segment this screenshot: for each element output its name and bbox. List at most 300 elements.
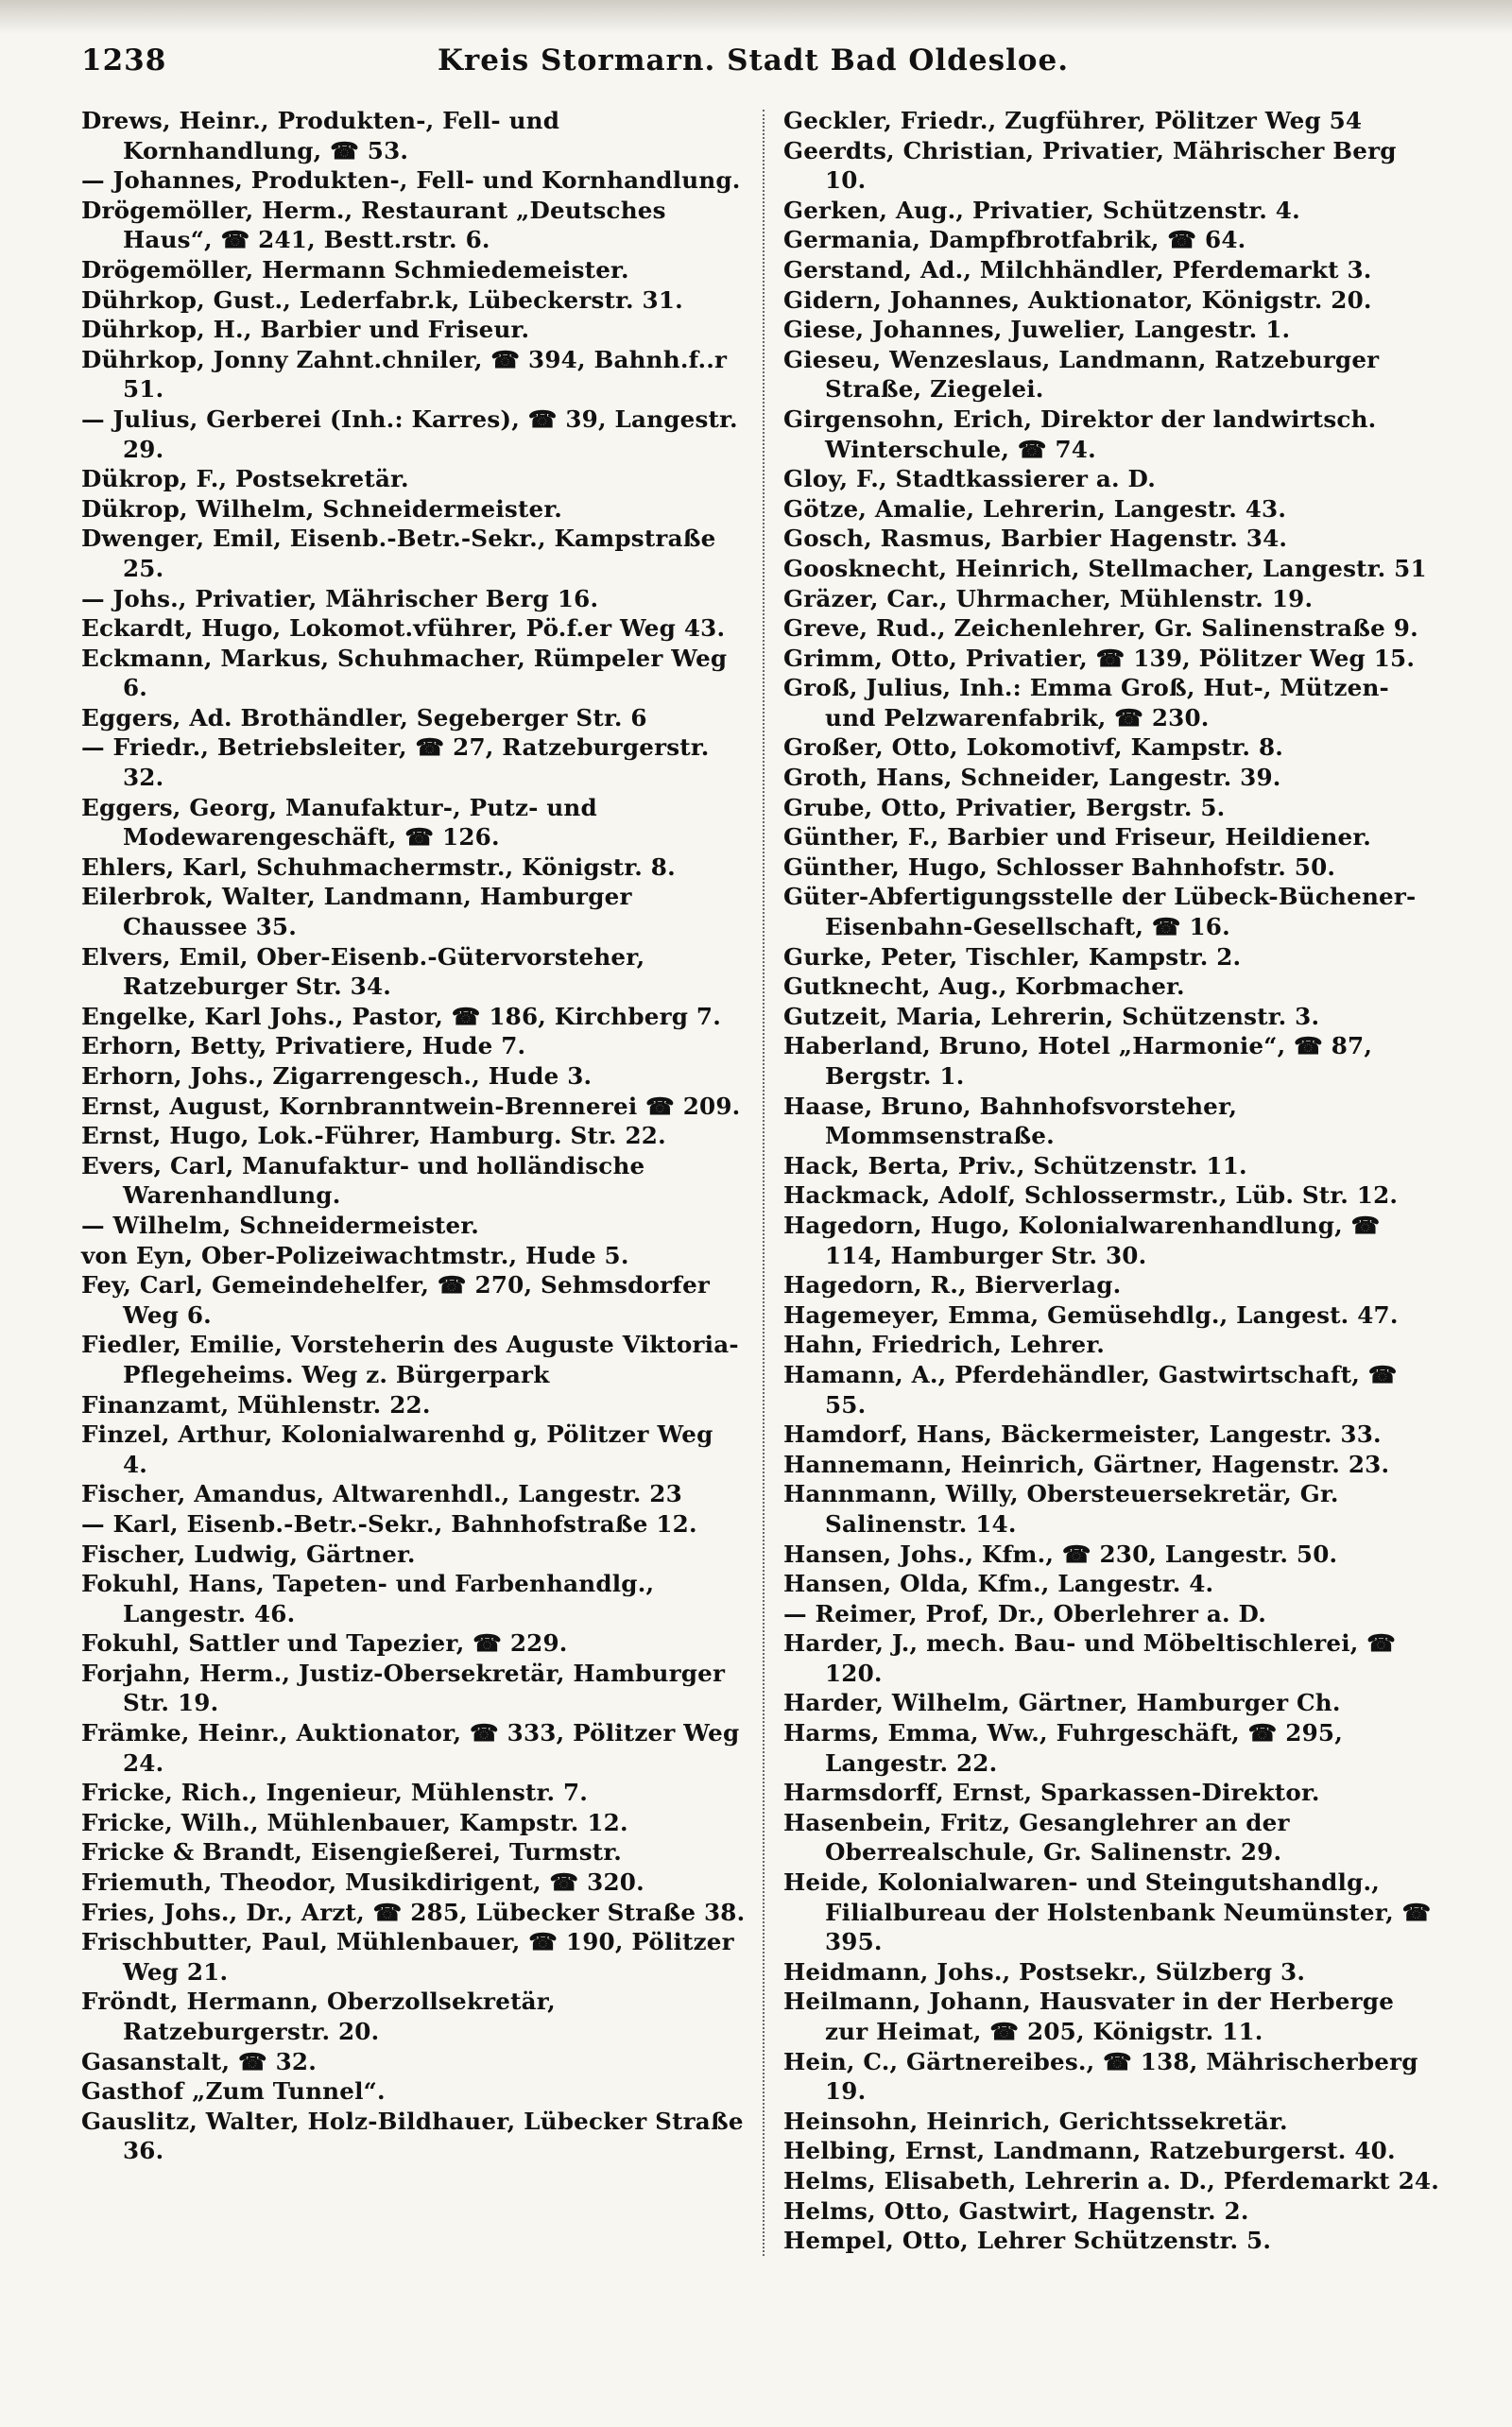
directory-entry [81,524,746,583]
entry-name: Finzel, [81,1420,170,1449]
entry-details: Ober-Polizeiwachtmstr., Hude 5. [193,1241,629,1269]
entry-details: F., Stadtkassierer a. D. [848,465,1156,493]
directory-entry [783,732,1444,763]
entry-name: Haberland, [783,1032,931,1060]
directory-entry [81,1540,746,1570]
entry-details: Theodor, Musikdirigent, ☎ 320. [212,1868,644,1897]
directory-entry [783,464,1444,494]
page-number: 1238 [81,43,167,77]
directory-entry [81,1718,746,1778]
entry-name: Gasthof [81,2077,184,2106]
entry-name: Günther, [783,852,900,881]
entry-details: Wilhelm, Schneidermeister. [187,494,563,523]
entry-name: Güter-Abfertigungsstelle [783,883,1114,911]
entry-details: Amandus, Altwarenhdl., Langestr. 23 [185,1480,682,1508]
directory-entry [783,1300,1444,1331]
entry-details: Amalie, Lehrerin, Langestr. 43. [867,494,1287,523]
entry-name: Fricke & Brandt, [81,1838,303,1867]
directory-entry [783,1450,1444,1480]
entry-details: Carl, Manufaktur- und holländische Warenhandlung. [123,1151,645,1210]
entry-name: Grube, [783,793,873,821]
entry-details: F., Postsekretär. [187,465,409,493]
directory-entry [783,1420,1444,1450]
entry-name: Heidmann, [783,1957,929,1986]
directory-entry [81,1330,746,1389]
entry-name: Gräzer, [783,584,879,612]
entry-details: Georg, Manufaktur-, Putz- und Modewarengeschäft, ☎ 126. [123,793,597,852]
entry-details: „Zum Tunnel“. [183,2077,386,2106]
entry-name: Finanzamt, [81,1390,230,1419]
directory-entry [783,524,1444,554]
directory-entry [81,196,746,255]
entry-details: Bruno, Hotel „Harmonie“, ☎ 87, Bergstr. 1. [825,1032,1373,1090]
entry-details: H., Barbier und Friseur. [204,316,530,344]
entry-details: Car., Uhrmacher, Mühlenstr. 19. [878,584,1314,612]
running-head: Kreis Stormarn. Stadt Bad Oldesloe. [437,43,1070,77]
entry-details: Emma, Ww., Fuhrgeschäft, ☎ 295, Langestr. 22. [825,1719,1343,1777]
entry-name: Harms, [783,1719,880,1747]
entry-name: von Eyn, [81,1241,194,1269]
directory-entry [81,2047,746,2077]
directory-entry [81,1837,746,1868]
entry-name: Fries, [81,1898,156,1926]
entry-name: Gutzeit, [783,1002,888,1030]
entry-name: Dwenger, [81,525,205,553]
directory-entry [783,2107,1444,2137]
entry-name: — [81,404,105,433]
directory-entry [81,1927,746,1987]
entry-details: Wilhelm, Gärtner, Hamburger Ch. [884,1689,1341,1717]
entry-details: Johann, Hausvater in der Herberge zur Heimat, ☎ 205, Königstr. 11. [825,1988,1395,2045]
entry-name: Hagedorn, [783,1271,922,1300]
entry-name: Dükrop, [81,494,188,523]
entry-name: Fokuhl, [81,1629,180,1658]
left-column [81,106,763,2256]
directory-entry [783,1628,1444,1688]
entry-details: Rich., Ingenieur, Mühlenstr. 7. [172,1779,589,1807]
entry-details: Otto, Lokomotivf, Kampstr. 8. [883,733,1284,762]
directory-entry [783,345,1444,404]
entry-details: der Lübeck-Büchener-Eisenbahn-Gesellschaft, ☎ 16. [825,883,1417,941]
entry-details: Ernst, Sparkassen-Direktor. [943,1779,1320,1807]
page-header [81,43,1444,96]
entry-name: Gutknecht, [783,973,931,1001]
entry-name: Hahn, [783,1331,864,1359]
directory-entry [783,822,1444,852]
directory-entry [783,1002,1444,1032]
directory-entry [81,1898,746,1928]
directory-entry [783,1211,1444,1270]
directory-entry [81,1420,746,1479]
directory-entry [81,1390,746,1420]
entry-details: Otto, Lehrer Schützenstr. 5. [894,2227,1272,2255]
directory-entry [783,285,1444,316]
directory-entry [81,1031,746,1061]
directory-entry [81,1868,746,1898]
entry-name: Geerdts, [783,136,895,164]
directory-entry [81,1808,746,1838]
entry-details: Berta, Priv., Schützenstr. 11. [859,1151,1247,1179]
entry-details: Gust., Lederfabr.k, Lübeckerstr. 31. [204,285,683,314]
directory-entry [783,404,1444,464]
entry-details: Wenzeslaus, Landmann, Ratzeburger Straße, Ziegelei. [825,345,1380,404]
entry-name: — [81,1211,105,1239]
directory-entry [783,1688,1444,1718]
directory-entry [81,1151,746,1211]
entry-details: Paul, Mühlenbauer, ☎ 190, Pölitzer Weg 21. [123,1928,734,1986]
entry-name: Goosknecht, [783,554,948,582]
entry-name: Erhorn, [81,1032,182,1060]
entry-name: Heilmann, [783,1988,921,2016]
directory-entry [783,1180,1444,1211]
entry-details: Aug., Privatier, Schützenstr. 4. [887,196,1300,224]
entry-name: Erhorn, [81,1062,182,1090]
directory-entry [81,613,746,644]
entry-details: August, Kornbranntwein-Brennerei ☎ 209. [161,1092,741,1120]
entry-details: Hans, Tapeten- und Farbenhandlg., Langestr. 46. [123,1570,655,1627]
directory-entry [783,106,1444,136]
entry-name: Dükrop, [81,465,188,493]
directory-entry [783,255,1444,285]
entry-name: Fiedler, [81,1331,181,1359]
entry-details: Carl, Gemeindehelfer, ☎ 270, Sehmsdorfer Weg 6. [123,1271,711,1329]
directory-entry [783,196,1444,226]
entry-name: Fischer, [81,1480,186,1508]
entry-name: Harmsdorff, [783,1779,944,1807]
entry-name: Eggers, [81,793,181,821]
entry-details: Otto, Gastwirt, Hagenstr. 2. [875,2196,1249,2225]
entry-name: Groß, [783,674,858,702]
entry-name: Götze, [783,494,868,523]
directory-entry [783,2166,1444,2196]
entry-details: Hugo, Schlosser Bahnhofstr. 50. [899,852,1336,881]
entry-name: Friemuth, [81,1868,213,1897]
entry-name: Eckardt, [81,614,194,643]
entry-name: Ernst, [81,1092,162,1120]
directory-entry [81,2107,746,2166]
directory-entry [783,2226,1444,2256]
entry-name: Haase, [783,1092,873,1120]
entry-name: — [81,733,105,762]
entry-details: Johannes, Auktionator, Königstr. 20. [882,285,1372,314]
entry-name: Greve, [783,614,868,643]
directory-entry [81,1628,746,1659]
entry-details: Walter, Holz-Bildhauer, Lübecker Straße 36. [123,2107,744,2165]
entry-details: Friedr., Zugführer, Pölitzer Weg 54 [892,107,1363,134]
entry-details: Mühlenstr. 22. [229,1390,431,1419]
directory-entry [783,763,1444,793]
entry-name: — [81,166,105,195]
entry-details: Ernst, Landmann, Ratzeburgerst. 40. [897,2137,1396,2165]
entry-details: Herm., Restaurant „Deutsches Haus“, ☎ 241, Bestt.rstr. 6. [123,196,666,254]
directory-entry [783,225,1444,255]
entry-details: Karl Johs., Pastor, ☎ 186, Kirchberg 7. [196,1002,721,1030]
directory-entry [783,1569,1444,1599]
entry-details: Ad. Brothändler, Segeberger Str. 6 [180,703,647,732]
entry-details: Ad., Milchhändler, Pferdemarkt 3. [912,255,1372,284]
directory-entry [81,1121,746,1151]
entry-name: Eggers, [81,703,181,732]
entry-name: Helbing, [783,2137,898,2165]
directory-entry [783,315,1444,345]
directory-entry [81,1241,746,1271]
entry-name: Hannmann, [783,1480,938,1508]
directory-entry [81,1479,746,1509]
entry-details: Johs., Zigarrengesch., Hude 3. [181,1062,593,1090]
entry-details: Julius, Inh.: Emma Groß, Hut-, Mützen- und Pelzwarenfabrik, ☎ 230. [825,674,1389,732]
entry-name: Gloy, [783,465,849,493]
entry-details: Herm., Justiz-Obersekretär, Hamburger Str. 19. [123,1659,726,1717]
directory-entry [783,1479,1444,1539]
directory-entry [81,852,746,883]
entry-details: Bruno, Bahnhofsvorsteher, Mommsenstraße. [825,1092,1238,1150]
directory-columns [81,106,1444,2256]
entry-details: Hugo, Lok.-Führer, Hamburg. Str. 22. [161,1122,666,1150]
column-divider [763,110,765,2256]
entry-name: Hansen, [783,1570,892,1598]
entry-details: Maria, Lehrerin, Schützenstr. 3. [887,1002,1320,1030]
entry-details: Dampfbrotfabrik, ☎ 64. [920,226,1246,254]
entry-details: Emilie, Vorsteherin des Auguste Viktoria-Pflegeheims. Weg z. Bürgerpark [123,1331,739,1388]
entry-name: Helms, [783,2166,876,2195]
directory-entry [81,1270,746,1330]
entry-details: Emil, Eisenb.-Betr.-Sekr., Kampstraße 25. [123,525,716,582]
directory-entry [783,613,1444,644]
entry-name: Gerstand, [783,255,913,284]
entry-name: Eckmann, [81,644,213,672]
entry-name: Fey, [81,1271,132,1300]
entry-name: Dührkop, [81,285,205,314]
entry-details: C., Gärtnereibes., ☎ 138, Mährischerberg 19. [825,2047,1418,2106]
entry-details: ☎ 32. [230,2047,317,2075]
right-column [763,106,1444,2256]
directory-entry [81,494,746,525]
entry-details: Elisabeth, Lehrerin a. D., Pferdemarkt 24. [875,2166,1439,2195]
directory-entry [81,106,746,165]
directory-entry [81,793,746,852]
entry-details: Johs., Dr., Arzt, ☎ 285, Lübecker Straße 38. [155,1898,746,1926]
entry-details: Heinrich, Gerichtssekretär. [918,2107,1288,2135]
entry-name: Harder, [783,1629,885,1658]
directory-entry [81,285,746,316]
entry-name: Hamann, [783,1360,903,1388]
entry-name: Geckler, [783,107,892,134]
entry-name: Drews, [81,107,171,134]
entry-details: Julius, Gerberei (Inh.: Karres), ☎ 39, Langestr. 29. [104,404,738,463]
directory-entry [81,1659,746,1718]
entry-name: Dührkop, [81,345,205,373]
directory-entry [783,1330,1444,1360]
entry-name: Hagemeyer, [783,1300,940,1329]
entry-name: Gieseu, [783,345,882,373]
entry-details: Walter, Landmann, Hamburger Chaussee 35. [123,883,632,941]
entry-details: A., Pferdehändler, Gastwirtschaft, ☎ 55. [825,1360,1398,1419]
entry-details: Erich, Direktor der landwirtsch. Winterschule, ☎ 74. [825,404,1377,463]
entry-name: Grimm, [783,644,884,672]
directory-entry [81,1092,746,1122]
entry-details: Eisengießerei, Turmstr. [302,1838,622,1867]
directory-entry [81,1569,746,1628]
entry-details: Johs., Postsekr., Sülzberg 3. [928,1957,1306,1986]
entry-name: Hamdorf, [783,1420,908,1449]
directory-entry [783,673,1444,732]
entry-details: Wilh., Mühlenbauer, Kampstr. 12. [172,1808,628,1836]
entry-details: Otto, Privatier, ☎ 139, Pölitzer Weg 15. [883,644,1416,672]
directory-entry [783,852,1444,883]
directory-entry [783,584,1444,614]
directory-entry [783,554,1444,584]
entry-details: Kolonialwaren- und Steingutshandlg., Filialbureau der Holstenbank Neumünster, ☎ 395. [825,1868,1432,1956]
entry-name: Helms, [783,2196,876,2225]
entry-name: Gidern, [783,285,882,314]
directory-entry [81,1987,746,2046]
entry-name: Germania, [783,226,921,254]
directory-entry [783,942,1444,973]
directory-entry [81,315,746,345]
entry-details: Christian, Privatier, Mährischer Berg 10. [825,136,1397,195]
directory-entry [783,1868,1444,1957]
directory-entry [81,404,746,464]
entry-details: Ludwig, Gärtner. [185,1540,416,1568]
entry-details: Betty, Privatiere, Hude 7. [181,1032,526,1060]
entry-name: Eilerbrok, [81,883,215,911]
entry-name: Hein, [783,2047,855,2075]
directory-entry [783,644,1444,674]
entry-details: Emil, Ober-Eisenb.-Gütervorsteher, Ratzeburger Str. 34. [123,942,645,1001]
directory-entry [783,1778,1444,1808]
entry-details: Peter, Tischler, Kampstr. 2. [872,942,1242,971]
entry-details: Fritz, Gesanglehrer an der Oberrealschule, Gr. Salinenstr. 29. [825,1808,1290,1867]
entry-name: Frischbutter, [81,1928,253,1956]
directory-entry [783,2047,1444,2107]
entry-details: Hans, Bäckermeister, Langestr. 33. [907,1420,1382,1449]
directory-entry [81,1211,746,1241]
entry-name: Drögemöller, [81,196,254,224]
entry-name: Girgensohn, [783,404,945,433]
directory-entry [783,2136,1444,2166]
entry-name: Hack, [783,1151,860,1179]
entry-details: Friedrich, Lehrer. [863,1331,1106,1359]
directory-entry [783,136,1444,196]
entry-name: Hasenbein, [783,1808,933,1836]
directory-entry [783,972,1444,1002]
entry-name: Gauslitz, [81,2107,198,2135]
entry-details: F., Barbier und Friseur, Heildiener. [899,823,1372,852]
entry-details: Karl, Schuhmachermstr., Königstr. 8. [174,852,676,881]
entry-name: Drögemöller, [81,255,254,284]
entry-details: J., mech. Bau- und Möbeltischlerei, ☎ 120. [825,1629,1397,1687]
directory-entry [783,793,1444,823]
directory-entry [81,345,746,404]
entry-details: Wilhelm, Schneidermeister. [104,1211,480,1239]
directory-entry [81,2076,746,2107]
entry-details: Emma, Gemüsehdlg., Langest. 47. [939,1300,1399,1329]
entry-name: Fricke, [81,1779,173,1807]
entry-name: — [81,1509,105,1538]
entry-details: Reimer, Prof, Dr., Oberlehrer a. D. [806,1599,1266,1627]
entry-details: Heinr., Produkten-, Fell- und Kornhandlung, ☎ 53. [123,107,560,164]
entry-details: R., Bierverlag. [921,1271,1122,1300]
directory-entry [81,942,746,1002]
entry-name: — [783,1599,807,1627]
entry-details: Friedr., Betriebsleiter, ☎ 27, Ratzeburgerstr. 32. [104,733,710,792]
directory-entry [783,494,1444,525]
entry-name: Günther, [783,823,900,852]
entry-details: Willy, Obersteuersekretär, Gr. Salinenstr. 14. [825,1480,1339,1538]
entry-name: Engelke, [81,1002,197,1030]
entry-details: Heinrich, Stellmacher, Langestr. 51 [947,554,1427,582]
entry-details: Adolf, Schlossermstr., Lüb. Str. 12. [930,1181,1399,1210]
entry-details: Hermann, Oberzollsekretär, Ratzeburgerstr. 20. [123,1988,556,2045]
entry-details: Rud., Zeichenlehrer, Gr. Salinenstraße 9. [868,614,1418,643]
entry-details: Hans, Schneider, Langestr. 39. [868,764,1281,792]
directory-entry [783,1599,1444,1629]
entry-name: Fischer, [81,1540,186,1568]
directory-entry [81,1061,746,1092]
directory-entry [783,1031,1444,1091]
directory-entry [783,1957,1444,1988]
directory-entry [81,644,746,703]
entry-name: Heinsohn, [783,2107,919,2135]
directory-entry [783,1360,1444,1420]
directory-entry [81,732,746,792]
entry-name: Fröndt, [81,1988,179,2016]
directory-entry [81,464,746,494]
entry-details: Arthur, Kolonialwarenhd g, Pölitzer Weg 4. [123,1420,713,1478]
entry-details: Johannes, Juwelier, Langestr. 1. [864,316,1291,344]
entry-details: Johs., Kfm., ☎ 230, Langestr. 50. [891,1540,1338,1568]
entry-name: — [81,584,105,612]
entry-name: Fokuhl, [81,1570,180,1598]
entry-details: Hugo, Lokomot.vführer, Pö.f.er Weg 43. [193,614,726,643]
directory-entry [783,882,1444,941]
directory-entry [81,1509,746,1540]
directory-entry [81,165,746,196]
entry-name: Gerken, [783,196,888,224]
directory-entry [81,703,746,733]
directory-entry [81,882,746,941]
entry-name: Groth, [783,764,868,792]
entry-name: Elvers, [81,942,171,971]
entry-details: Rasmus, Barbier Hagenstr. 34. [871,525,1288,553]
entry-name: Främke, [81,1719,190,1747]
entry-name: Forjahn, [81,1659,192,1687]
entry-name: Heide, [783,1868,869,1897]
entry-name: Fricke, [81,1808,173,1836]
directory-entry [783,1151,1444,1181]
entry-name: Hannemann, [783,1450,953,1478]
directory-entry [783,2196,1444,2227]
directory-entry [783,1718,1444,1778]
entry-details: Johannes, Produkten-, Fell- und Kornhandlung. [104,166,741,195]
directory-entry [783,1270,1444,1300]
entry-details: Otto, Privatier, Bergstr. 5. [872,793,1226,821]
entry-name: Ehlers, [81,852,175,881]
directory-entry [81,255,746,285]
entry-details: Olda, Kfm., Langestr. 4. [891,1570,1214,1598]
entry-name: Großer, [783,733,884,762]
entry-details: Markus, Schuhmacher, Rümpeler Weg 6. [123,644,728,702]
entry-name: Gosch, [783,525,872,553]
entry-details: Hermann Schmiedemeister. [253,255,629,284]
entry-details: Heinr., Auktionator, ☎ 333, Pölitzer Weg 24. [123,1719,740,1777]
entry-details: Karl, Eisenb.-Betr.-Sekr., Bahnhofstraße 12. [104,1509,697,1538]
directory-entry [783,1808,1444,1868]
entry-name: Hagedorn, [783,1211,922,1239]
entry-details: Heinrich, Gärtner, Hagenstr. 23. [952,1450,1390,1478]
directory-entry [81,1002,746,1032]
entry-name: Ernst, [81,1122,162,1150]
